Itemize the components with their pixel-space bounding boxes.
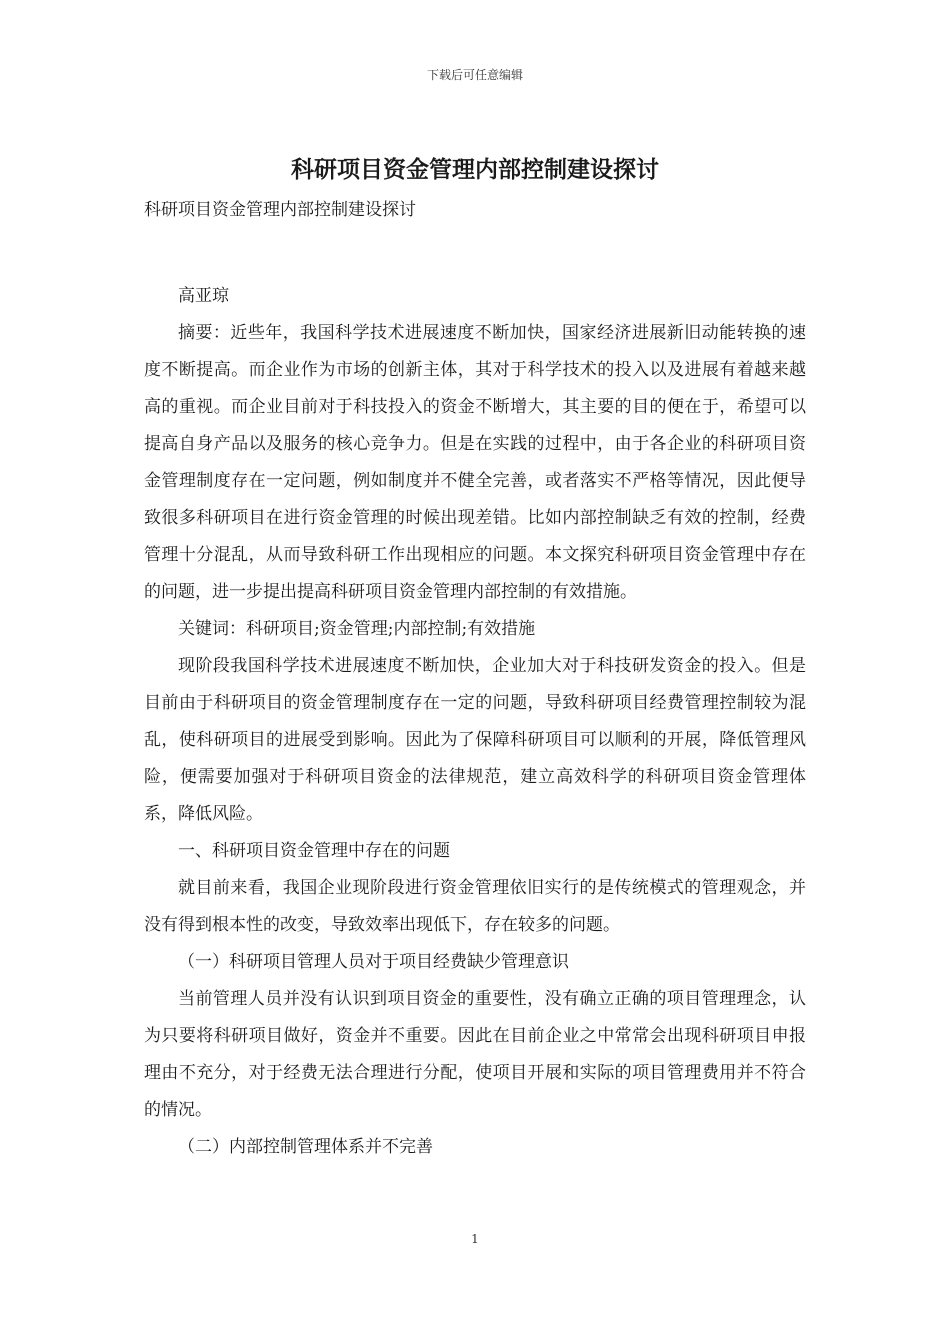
section-heading-1: 一、科研项目资金管理中存在的问题: [178, 841, 450, 861]
document-title: 科研项目资金管理内部控制建设探讨: [291, 156, 659, 183]
document-body: [144, 150, 806, 1166]
section-paragraph-1: 就目前来看，我国企业现阶段进行资金管理依旧实行的是传统模式的管理观念，并没有得到根本性的改变，导致效率出现低下，存在较多的问题。: [144, 878, 806, 935]
abstract-paragraph: 摘要：近些年，我国科学技术进展速度不断加快，国家经济进展新旧动能转换的速度不断提高。而企业作为市场的创新主体，其对于科学技术的投入以及进展有着越来越高的重视。而企业目前对于科技投入的资金不断增大，其主要的目的便在于，希望可以提高自身产品以及服务的核心竞争力。但是在实践的过程中，由于各企业的科研项目资金管理制度存在一定问题，例如制度并不健全完善，或者落实不严格等情况，因此便导致很多科研项目在进行资金管理的时候出现差错。比如内部控制缺乏有效的控制，经费管理十分混乱，从而导致科研工作出现相应的问题。本文探究科研项目资金管理中存在的问题，进一步提出提高科研项目资金管理内部控制的有效措施。: [144, 323, 806, 602]
subsection-heading-2: （二）内部控制管理体系并不完善: [178, 1137, 433, 1157]
intro-paragraph: 现阶段我国科学技术进展速度不断加快，企业加大对于科技研发资金的投入。但是目前由于科研项目的资金管理制度存在一定的问题，导致科研项目经费管理控制较为混乱，使科研项目的进展受到影响。因此为了保障科研项目可以顺利的开展，降低管理风险，便需要加强对于科研项目资金的法律规范，建立高效科学的科研项目资金管理体系，降低风险。: [144, 656, 806, 824]
subsection-paragraph-1: 当前管理人员并没有认识到项目资金的重要性，没有确立正确的项目管理理念，认为只要将科研项目做好，资金并不重要。因此在目前企业之中常常会出现科研项目申报理由不充分，对于经费无法合理进行分配，使项目开展和实际的项目管理费用并不符合的情况。: [144, 989, 806, 1120]
page-number: 1: [471, 1232, 479, 1246]
document-subtitle: 科研项目资金管理内部控制建设探讨: [144, 200, 416, 220]
author-name: 高亚琼: [178, 286, 229, 306]
page-header: 下载后可任意编辑: [426, 68, 523, 82]
keywords-paragraph: 关键词：科研项目;资金管理;内部控制;有效措施: [178, 619, 536, 639]
subsection-heading-1: （一）科研项目管理人员对于项目经费缺少管理意识: [178, 952, 569, 972]
